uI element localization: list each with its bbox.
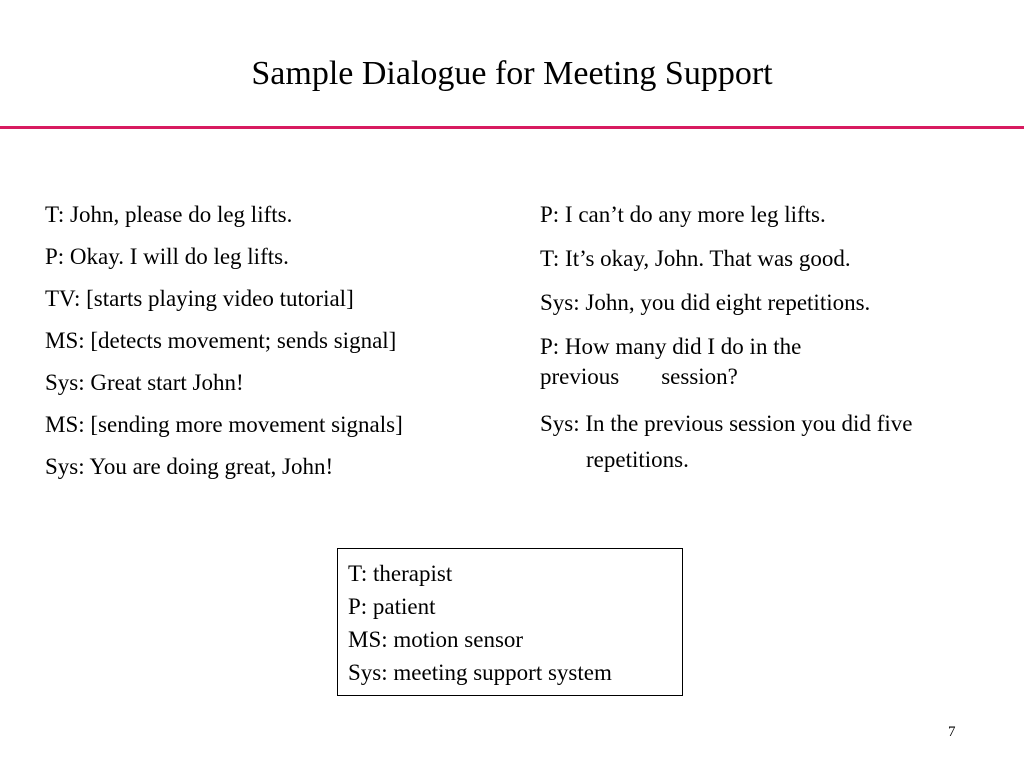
speaker-legend-box [337, 548, 683, 696]
dialogue-right-column [540, 200, 980, 492]
legend-item: P: patient [348, 594, 436, 619]
dialogue-line: P: Okay. I will do leg lifts. [45, 244, 289, 269]
legend-item: MS: motion sensor [348, 627, 524, 652]
legend-item: T: therapist [348, 561, 453, 586]
dialogue-word: session? [661, 364, 738, 389]
dialogue-line: T: It’s okay, John. That was good. [540, 246, 851, 271]
slide-title: Sample Dialogue for Meeting Support [251, 55, 773, 92]
dialogue-line: TV: [starts playing video tutorial] [45, 286, 354, 311]
dialogue-line: Sys: Great start John! [45, 370, 244, 395]
dialogue-line: MS: [sending more movement signals] [45, 412, 403, 437]
dialogue-word: previous [540, 364, 620, 389]
title-divider [0, 126, 1024, 129]
dialogue-line-part [540, 362, 980, 392]
page-number: 7 [948, 724, 956, 740]
dialogue-left-column [45, 200, 525, 494]
dialogue-line [540, 332, 980, 392]
dialogue-line: Sys: In the previous session you did five repetitions. [540, 411, 913, 472]
dialogue-line: P: I can’t do any more leg lifts. [540, 202, 826, 227]
dialogue-line: Sys: You are doing great, John! [45, 454, 334, 479]
dialogue-line: Sys: John, you did eight repetitions. [540, 290, 871, 315]
legend-item: Sys: meeting support system [348, 660, 612, 685]
dialogue-line-part: P: How many did I do in the [540, 334, 802, 359]
dialogue-line: MS: [detects movement; sends signal] [45, 328, 397, 353]
dialogue-line: T: John, please do leg lifts. [45, 202, 293, 227]
